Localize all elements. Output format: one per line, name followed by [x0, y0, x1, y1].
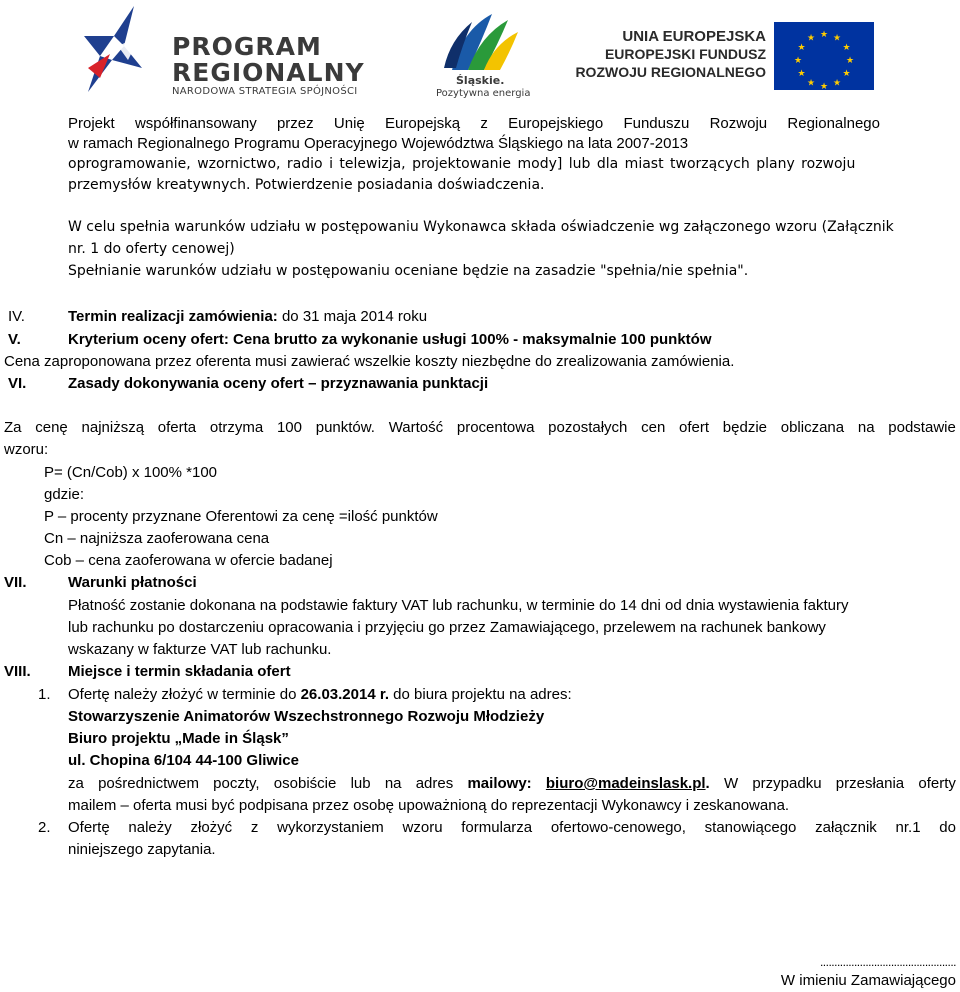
mail-line-2: mailem – oferta musi być podpisana przez osobę upoważnioną do reprezentacji Wykonawcy i zeskanowana.	[68, 797, 790, 814]
eu-line-1: UNIA EUROPEJSKA	[622, 28, 766, 45]
sec6-word: ofert	[679, 419, 710, 436]
cofinance-word: Rozwoju	[709, 115, 768, 132]
sec5-number: V.	[8, 331, 21, 348]
signature-label: W imieniu Zamawiającego	[780, 972, 956, 989]
eu-text-block	[575, 28, 766, 88]
item1-post: do biura projektu na adres:	[389, 686, 572, 703]
mail-word: lub	[350, 775, 371, 792]
cofinance-word: Regionalnego	[787, 115, 880, 132]
mail-word: mailowy:	[467, 775, 532, 792]
sec6-word: cen	[641, 419, 666, 436]
signature-dots: ................................................	[819, 955, 956, 969]
eu-stars-icon	[774, 22, 874, 90]
sec6-title: Zasady dokonywania oceny ofert – przyznawania punktacji	[68, 375, 489, 392]
sec6-word: Wartość	[388, 419, 444, 436]
cofinance-word: Funduszu	[623, 115, 690, 132]
sec6-word: otrzyma	[209, 419, 264, 436]
mail-word: osobiście	[273, 775, 337, 792]
sec6-word: na	[857, 419, 875, 436]
svg-text:★: ★	[842, 69, 851, 79]
mail-line-1	[68, 773, 956, 795]
formula: P= (Cn/Cob) x 100% *100	[44, 464, 218, 481]
sec6-word: najniższą	[81, 419, 145, 436]
mail-word: adres	[415, 775, 454, 792]
item2-word: Ofertę	[68, 819, 110, 836]
svg-text:★: ★	[832, 33, 842, 44]
item2-word: należy	[128, 819, 172, 836]
cofinance-word: z	[480, 115, 488, 132]
sec6-paragraph-line-1	[4, 417, 956, 439]
eu-line-2: EUROPEJSKI FUNDUSZ	[604, 46, 766, 62]
program-title: PROGRAM	[172, 32, 322, 61]
cofinance-line-2: w ramach Regionalnego Programu Operacyjnego Województwa Śląskiego na lata 2007-2013	[68, 135, 689, 152]
item2-word: wzoru	[402, 819, 443, 836]
sec6-number: VI.	[8, 375, 27, 392]
svg-text:★: ★	[806, 78, 816, 89]
cofinance-line-1	[68, 113, 880, 135]
sec6-word: Za	[4, 419, 22, 436]
sec8-number: VIII.	[4, 663, 31, 680]
item2-word: złożyć	[190, 819, 233, 836]
sec6-word: cenę	[35, 419, 68, 436]
sec6-word: podstawie	[888, 419, 956, 436]
item2-line-1	[68, 817, 956, 839]
sec8-title: Miejsce i termin składania ofert	[68, 663, 291, 680]
sec5-description: Cena zaproponowana przez oferenta musi zawierać wszelkie koszty niezbędne do zrealizowania zamówienia.	[4, 353, 735, 370]
svg-text:★: ★	[842, 43, 851, 53]
svg-text:★: ★	[797, 69, 806, 79]
slaskie-tagline: Pozytywna energia	[436, 88, 531, 99]
address-street: ul. Chopina 6/104 44-100 Gliwice	[68, 752, 299, 769]
svg-text:★: ★	[797, 43, 806, 53]
program-star-icon	[84, 6, 146, 94]
eu-flag	[774, 22, 874, 90]
definition-p: P – procenty przyznane Oferentowi za cenę =ilość punktów	[44, 508, 438, 525]
cond-line-3: Spełnianie warunków udziału w postępowaniu oceniane będzie na zasadzie "spełnia/nie spełnia".	[68, 263, 749, 279]
sec6-word: punktów.	[315, 419, 375, 436]
item2-word: załącznik	[815, 819, 877, 836]
sec7-number: VII.	[4, 574, 27, 591]
regionalny-title: REGIONALNY	[172, 58, 365, 87]
sec7-line-2: lub rachunku po dostarczeniu opracowania i przyjęciu go przez Zamawiającego, przelewem na rachunek bankowy	[68, 619, 826, 636]
item1-line	[68, 684, 572, 706]
svg-text:★: ★	[845, 56, 855, 66]
item2-word: stanowiącego	[704, 819, 797, 836]
item2-number: 2.	[38, 819, 51, 836]
slaskie-name: Śląskie.	[456, 74, 505, 87]
mail-word: na	[384, 775, 402, 792]
sec5-title: Kryterium oceny ofert: Cena brutto za wykonanie usługi 100% - maksymalnie 100 punktów	[68, 331, 712, 348]
item2-line-2: niniejszego zapytania.	[68, 841, 216, 858]
item1-number: 1.	[38, 686, 51, 703]
mail-word: przesłania	[835, 775, 905, 792]
address-organization: Stowarzyszenie Animatorów Wszechstronnego Rozwoju Młodzieży	[68, 708, 545, 725]
prev-line-2: przemysłów kreatywnych. Potwierdzenie posiadania doświadczenia.	[68, 177, 545, 193]
sec4-label: Termin realizacji zamówienia:	[68, 308, 278, 325]
cofinance-word: Projekt	[68, 115, 115, 132]
svg-text:★: ★	[819, 30, 829, 40]
sec4-number: IV.	[8, 308, 25, 325]
where-label: gdzie:	[44, 486, 85, 503]
sec6-word: 100	[276, 419, 302, 436]
sec6-word: pozostałych	[548, 419, 628, 436]
email-link[interactable]: biuro@madeinslask.pl	[545, 775, 706, 792]
sec4-line	[68, 306, 427, 328]
sec6-word: procentowa	[456, 419, 535, 436]
prev-line-1: oprogramowanie, wzornictwo, radio i telewizja, projektowanie mody] lub dla miast tworzących plany rozwoju	[68, 156, 856, 172]
mail-word: pośrednictwem	[98, 775, 199, 792]
mail-word: za	[68, 775, 84, 792]
sec7-title: Warunki płatności	[68, 574, 197, 591]
sec6-word: oferta	[157, 419, 197, 436]
cond-line-2: nr. 1 do oferty cenowej)	[68, 241, 235, 257]
item2-word: nr.1	[895, 819, 921, 836]
address-office: Biuro projektu „Made in Śląsk”	[68, 730, 289, 747]
item1-pre: Ofertę należy złożyć w terminie do	[68, 686, 301, 703]
cond-line-1: W celu spełnia warunków udziału w postępowaniu Wykonawca składa oświadczenie wg załączonego wzoru (Załącznik	[68, 219, 894, 235]
mail-word: oferty	[918, 775, 956, 792]
item2-word: formularza	[461, 819, 533, 836]
mail-word: przypadku	[752, 775, 822, 792]
svg-text:★: ★	[832, 78, 842, 89]
item2-word: wykorzystaniem	[277, 819, 384, 836]
svg-text:★: ★	[793, 56, 803, 66]
svg-text:★: ★	[806, 33, 816, 44]
slaskie-logo	[436, 10, 531, 102]
program-subtitle: NARODOWA STRATEGIA SPÓJNOŚCI	[172, 86, 358, 97]
sec7-line-1: Płatność zostanie dokonana na podstawie faktury VAT lub rachunku, w terminie do 14 dni od dnia wystawienia faktury	[68, 597, 849, 614]
cofinance-word: Europejską	[385, 115, 461, 132]
sec6-paragraph-line-2: wzoru:	[4, 441, 49, 458]
slaskie-waves-icon	[442, 10, 522, 72]
email-period: .	[705, 775, 710, 792]
definition-cn: Cn – najniższa zaoferowana cena	[44, 530, 270, 547]
item2-word: ofertowo-cenowego,	[550, 819, 686, 836]
cofinance-word: przez	[276, 115, 314, 132]
cofinance-word: współfinansowany	[134, 115, 257, 132]
email-wrap[interactable]	[546, 773, 710, 795]
cofinance-word: Europejskiego	[508, 115, 604, 132]
sec7-line-3: wskazany w fakturze VAT lub rachunku.	[68, 641, 332, 658]
item2-word: z	[250, 819, 259, 836]
cofinance-word: Unię	[333, 115, 365, 132]
eu-line-3: ROZWOJU REGIONALNEGO	[575, 64, 766, 80]
item1-date: 26.03.2014 r.	[300, 686, 390, 703]
mail-word: poczty,	[213, 775, 260, 792]
svg-text:★: ★	[819, 82, 829, 90]
sec4-value: do 31 maja 2014 roku	[277, 308, 428, 325]
mail-word: W	[723, 775, 739, 792]
program-regionalny-logo	[84, 6, 384, 102]
item2-word: do	[939, 819, 956, 836]
sec6-word: będzie	[722, 419, 767, 436]
definition-cob: Cob – cena zaoferowana w ofercie badanej	[44, 552, 333, 569]
sec6-word: obliczana	[780, 419, 845, 436]
